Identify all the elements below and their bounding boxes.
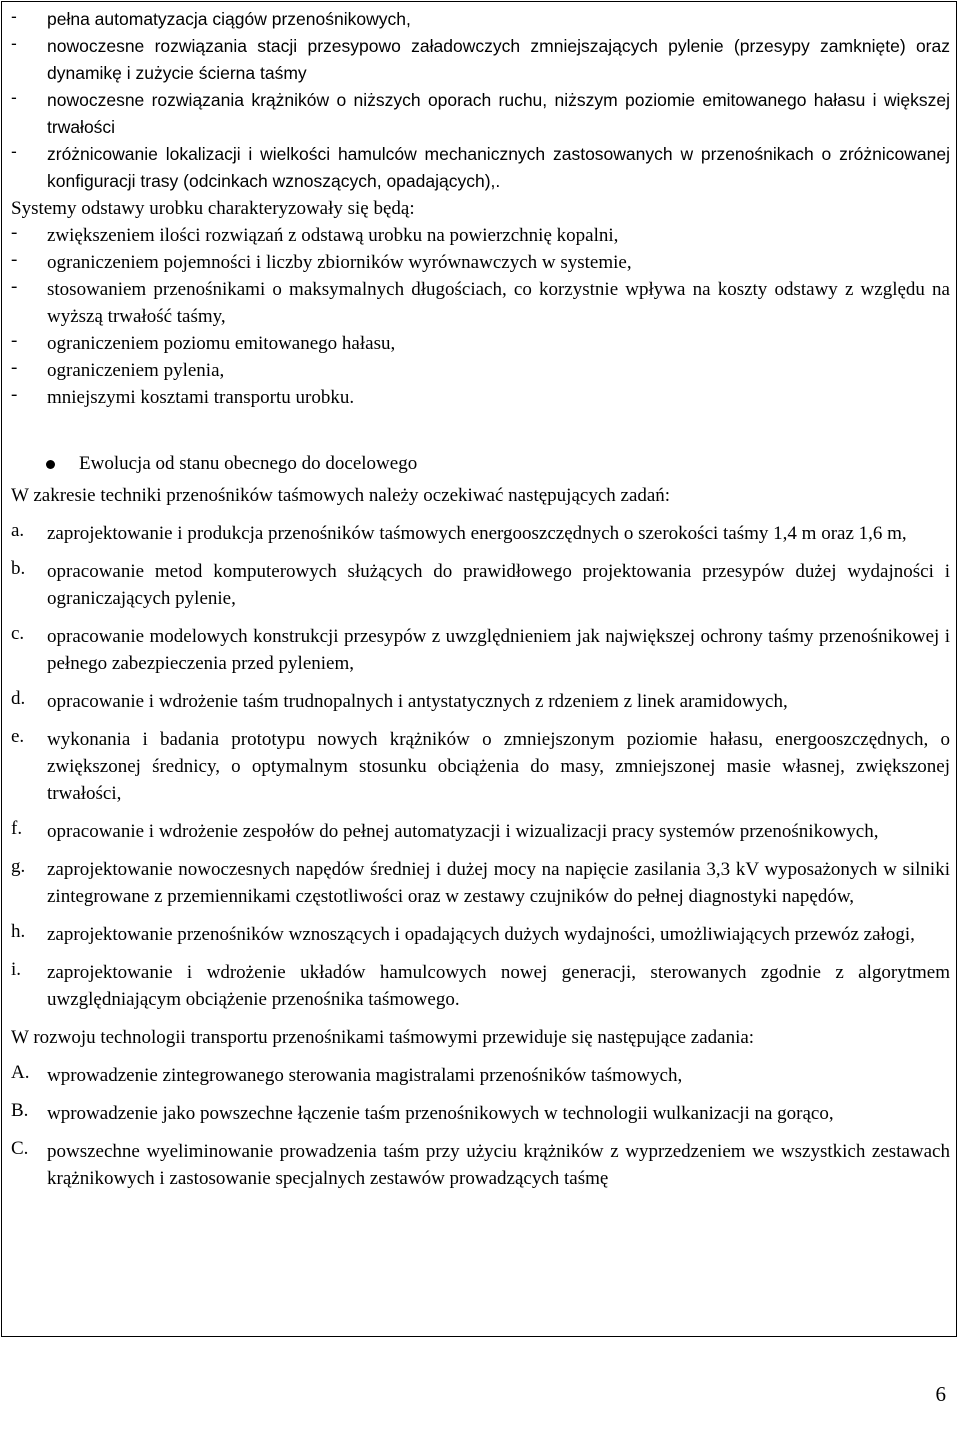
list-item-text: zróżnicowanie lokalizacji i wielkości hamulców mechanicznych zastosowanych w przenośnikach o zróżnicowanej konfiguracji trasy (odcinkach wznoszących, opadających),. bbox=[47, 144, 950, 191]
feature-list bbox=[11, 6, 950, 195]
list-item-text: stosowaniem przenośnikami o maksymalnych długościach, co korzystnie wpływa na koszty odstawy z względu na wyższą trwałość taśmy, bbox=[47, 279, 950, 327]
list-item bbox=[11, 818, 950, 845]
tech-section bbox=[11, 482, 950, 1192]
list-item bbox=[11, 357, 950, 384]
list-marker: h. bbox=[11, 921, 26, 942]
list-marker: - bbox=[11, 276, 18, 297]
section-heading: Ewolucja od stanu obecnego do docelowego bbox=[79, 453, 418, 474]
list-item bbox=[11, 330, 950, 357]
list-item-text: mniejszymi kosztami transportu urobku. bbox=[47, 387, 355, 408]
list-item-text: ograniczeniem pylenia, bbox=[47, 360, 225, 381]
list-item-text: opracowanie metod komputerowych służących do prawidłowego projektowania przesypów dużej wydajności i ograniczających pylenie, bbox=[47, 561, 950, 609]
list-marker: - bbox=[11, 249, 18, 270]
list-marker: a. bbox=[11, 520, 25, 541]
list-marker: A. bbox=[11, 1062, 30, 1083]
list-item-text: powszechne wyeliminowanie prowadzenia taśm przy użyciu krążników z wyprzedzeniem we wszystkich zestawach krążnikowych i zastosowanie specjalnych zestawów prowadzących taśmę bbox=[47, 1141, 950, 1189]
list-marker: e. bbox=[11, 726, 25, 747]
list-marker: - bbox=[11, 384, 18, 405]
list-item-text: pełna automatyzacja ciągów przenośnikowych, bbox=[47, 9, 411, 29]
list-item-text: nowoczesne rozwiązania stacji przesypowo załadowczych zmniejszających pylenie (przesypy zamknięte) oraz dynamikę i zużycie ścierna taśmy bbox=[47, 36, 950, 83]
list-marker: g. bbox=[11, 856, 26, 877]
list-item-text: zaprojektowanie i wdrożenie układów hamulcowych nowej generacji, sterowanych zgodnie z algorytmem uwzględniającym obciążenie przenośnika taśmowego. bbox=[47, 962, 950, 1010]
list-marker: f. bbox=[11, 818, 23, 839]
systems-section bbox=[11, 195, 950, 411]
list-item bbox=[11, 33, 950, 87]
list-marker: - bbox=[11, 33, 17, 53]
list-item-text: nowoczesne rozwiązania krążników o niższych oporach ruchu, niższym poziomie emitowanego hałasu i większej trwałości bbox=[47, 90, 950, 137]
list-item-text: wykonania i badania prototypu nowych krążników o zmniejszonym poziomie hałasu, energooszczędnych, o zwiększonej średnicy, o optymalnym stosunku obciążenia do masy, zmniejszonej masie własnej, zwiększonej trwałości, bbox=[47, 729, 950, 804]
page-number: 6 bbox=[935, 1382, 946, 1406]
list-item-text: zaprojektowanie nowoczesnych napędów średniej i dużej mocy na napięcie zasilania 3,3 kV wyposażonych w silniki zintegrowane z przemiennikami częstotliwości oraz w zestawy czujników do pełnej diagnostyki napędów, bbox=[47, 859, 950, 907]
list-item-text: zwiększeniem ilości rozwiązań z odstawą urobku na powierzchnię kopalni, bbox=[47, 225, 619, 246]
list-item bbox=[11, 558, 950, 612]
list-marker: - bbox=[11, 222, 18, 243]
list-marker: i. bbox=[11, 959, 22, 980]
list-item bbox=[11, 276, 950, 330]
bullet-icon bbox=[46, 460, 55, 469]
list-item-text: opracowanie i wdrożenie taśm trudnopalnych i antystatycznych z rdzeniem z linek aramidowych, bbox=[47, 691, 788, 712]
list-item bbox=[11, 141, 950, 195]
list-item-text: zaprojektowanie przenośników wznoszących i opadających dużych wydajności, umożliwiających przewóz załogi, bbox=[47, 924, 915, 945]
list-marker: - bbox=[11, 141, 17, 161]
list-item bbox=[11, 959, 950, 1013]
list-marker: - bbox=[11, 87, 17, 107]
systems-heading: Systemy odstawy urobku charakteryzowały się będą: bbox=[11, 198, 415, 219]
list-item-text: zaprojektowanie i produkcja przenośników taśmowych energooszczędnych o szerokości taśmy 1,4 m oraz 1,6 m, bbox=[47, 523, 907, 544]
list-marker: - bbox=[11, 330, 18, 351]
list-marker: - bbox=[11, 357, 18, 378]
list-item bbox=[11, 856, 950, 910]
list-item bbox=[11, 726, 950, 807]
list-item bbox=[11, 1138, 950, 1192]
list-marker: - bbox=[11, 6, 17, 26]
tech-intro: W zakresie techniki przenośników taśmowych należy oczekiwać następujących zadań: bbox=[11, 485, 671, 506]
list-item bbox=[11, 384, 950, 411]
list-item bbox=[11, 1100, 950, 1127]
list-item bbox=[11, 6, 950, 33]
list-marker: B. bbox=[11, 1100, 29, 1121]
list-item bbox=[11, 87, 950, 141]
list-item bbox=[11, 688, 950, 715]
list-item bbox=[11, 921, 950, 948]
section-heading-row bbox=[46, 453, 417, 475]
list-item-text: wprowadzenie jako powszechne łączenie taśm przenośnikowych w technologii wulkanizacji na gorąco, bbox=[47, 1103, 834, 1124]
list-marker: C. bbox=[11, 1138, 29, 1159]
list-item bbox=[11, 249, 950, 276]
list-item-text: opracowanie i wdrożenie zespołów do pełnej automatyzacji i wizualizacji pracy systemów przenośnikowych, bbox=[47, 821, 879, 842]
list-marker: d. bbox=[11, 688, 26, 709]
transport-intro: W rozwoju technologii transportu przenośnikami taśmowymi przewiduje się następujące zadania: bbox=[11, 1027, 755, 1048]
page-frame bbox=[1, 1, 957, 1337]
list-marker: b. bbox=[11, 558, 26, 579]
list-item bbox=[11, 520, 950, 547]
list-item-text: ograniczeniem pojemności i liczby zbiorników wyrównawczych w systemie, bbox=[47, 252, 632, 273]
list-item bbox=[11, 222, 950, 249]
list-item bbox=[11, 1062, 950, 1089]
list-item-text: opracowanie modelowych konstrukcji przesypów z uwzględnieniem jak największej ochrony taśmy przenośnikowej i pełnego zabezpieczenia przed pyleniem, bbox=[47, 626, 950, 674]
list-marker: c. bbox=[11, 623, 25, 644]
list-item-text: wprowadzenie zintegrowanego sterowania magistralami przenośników taśmowych, bbox=[47, 1065, 683, 1086]
list-item bbox=[11, 623, 950, 677]
list-item-text: ograniczeniem poziomu emitowanego hałasu, bbox=[47, 333, 396, 354]
